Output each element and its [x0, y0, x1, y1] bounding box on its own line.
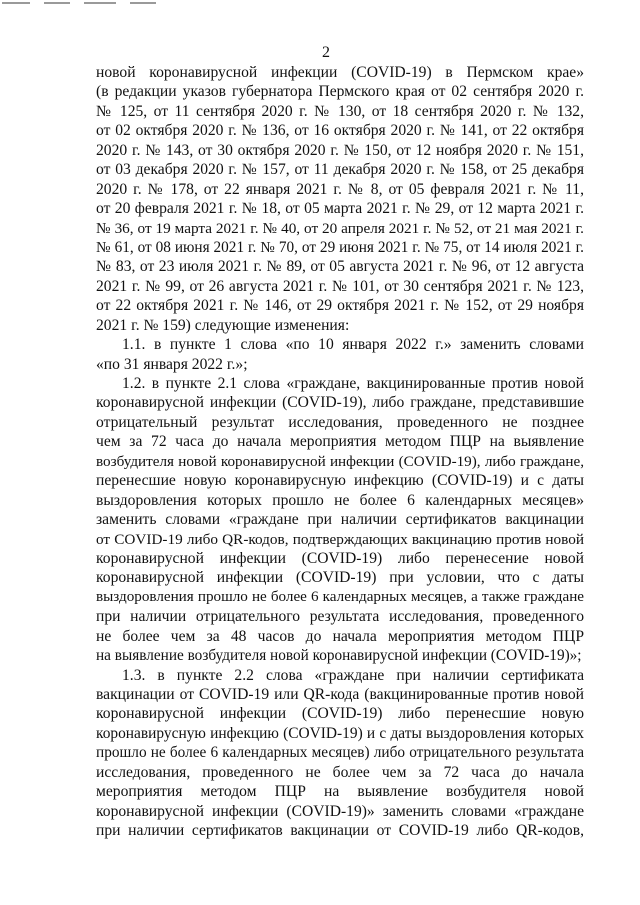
text-line: коронавирусной инфекции (COVID-19), либо граждане, представившие: [96, 394, 584, 412]
text-line: коронавирусной инфекции (COVID-19) при условии, что с даты: [96, 569, 584, 587]
text-line: коронавирусной инфекции (COVID-19)» заменить словами «граждане: [96, 802, 584, 820]
text-line: от 22 октября 2021 г. № 146, от 29 октября 2021 г. № 152, от 29 ноября: [96, 297, 584, 315]
text-line: чем за 72 часа до начала мероприятия методом ПЦР на выявление: [96, 433, 584, 451]
scan-mark: [44, 2, 70, 4]
text-line: коронавирусной инфекции (COVID-19) либо перенесение новой: [96, 549, 584, 567]
text-line: мероприятия методом ПЦР на выявление возбудителя новой: [96, 783, 584, 801]
text-line: исследования, проведенного не более чем за 72 часа до начала: [96, 763, 584, 781]
text-line: № 83, от 23 июля 2021 г. № 89, от 05 августа 2021 г. № 96, от 12 августа: [96, 258, 584, 276]
text-line: от 20 февраля 2021 г. № 18, от 05 марта 2021 г. № 29, от 12 марта 2021 г.: [96, 200, 584, 218]
text-line: при наличии сертификатов вакцинации от COVID-19 либо QR-кодов,: [96, 822, 584, 840]
text-line: 2020 г. № 178, от 22 января 2021 г. № 8, от 05 февраля 2021 г. № 11,: [96, 180, 584, 198]
text-line: 2021 г. № 99, от 26 августа 2021 г. № 101, от 30 сентября 2021 г. № 123,: [96, 277, 584, 295]
text-line: 2021 г. № 159) следующие изменения:: [96, 316, 350, 334]
text-line: выздоровления прошло не более 6 календарных месяцев, а также граждане: [96, 588, 584, 605]
text-line: коронавирусную инфекцию (COVID-19) и с даты выздоровления которых: [96, 724, 584, 742]
text-line: новой коронавирусной инфекции (COVID-19) в Пермском крае»: [96, 64, 584, 81]
text-line: № 125, от 11 сентября 2020 г. № 130, от 18 сентября 2020 г. № 132,: [96, 102, 584, 120]
text-line: прошло не более 6 календарных месяцев) либо отрицательного результата: [96, 744, 584, 762]
text-line: 1.3. в пункте 2.2 слова «граждане при наличии сертификата: [122, 666, 584, 684]
text-line: возбудителя новой коронавирусной инфекции (COVID-19), либо граждане,: [96, 452, 584, 470]
text-line: № 61, от 08 июня 2021 г. № 70, от 29 июня 2021 г. № 75, от 14 июля 2021 г.: [96, 238, 584, 256]
text-line: перенесшие новую коронавирусную инфекцию (COVID-19) и с даты: [96, 472, 584, 490]
document-body: [96, 63, 584, 841]
text-line: на выявление возбудителя новой коронавирусной инфекции (COVID-19)»;: [96, 647, 582, 665]
text-line: вакцинации от COVID-19 или QR-кода (вакцинированные против новой: [96, 686, 584, 703]
text-line: 1.2. в пункте 2.1 слова «граждане, вакцинированные против новой: [122, 375, 584, 392]
text-line: от COVID-19 либо QR-кодов, подтверждающих вакцинацию против новой: [96, 530, 584, 548]
page-number: 2: [322, 44, 330, 61]
scan-mark: [84, 2, 116, 4]
text-line: «по 31 января 2022 г.»;: [96, 355, 248, 373]
text-line: отрицательный результат исследования, проведенного не позднее: [96, 413, 584, 431]
text-line: (в редакции указов губернатора Пермского края от 02 сентября 2020 г.: [96, 83, 584, 101]
text-line: от 02 октября 2020 г. № 136, от 16 октября 2020 г. № 141, от 22 октября: [96, 122, 584, 140]
text-line: № 36, от 19 марта 2021 г. № 40, от 20 апреля 2021 г. № 52, от 21 мая 2021 г.: [96, 219, 584, 237]
text-line: заменить словами «граждане при наличии сертификатов вакцинации: [96, 511, 584, 529]
text-line: от 03 декабря 2020 г. № 157, от 11 декабря 2020 г. № 158, от 25 декабря: [96, 161, 584, 179]
scan-edge-marks: [0, 0, 640, 8]
text-line: при наличии отрицательного результата исследования, проведенного: [96, 608, 584, 626]
text-line: 1.1. в пункте 1 слова «по 10 января 2022 г.» заменить словами: [122, 336, 584, 354]
scan-mark: [2, 2, 30, 4]
scan-mark: [130, 2, 156, 4]
text-line: коронавирусной инфекции (COVID-19) либо перенесшие новую: [96, 705, 584, 723]
text-line: не более чем за 48 часов до начала мероприятия методом ПЦР: [96, 627, 584, 645]
text-line: 2020 г. № 143, от 30 октября 2020 г. № 150, от 12 ноября 2020 г. № 151,: [96, 141, 584, 159]
text-line: выздоровления которых прошло не более 6 календарных месяцев»: [96, 491, 584, 509]
